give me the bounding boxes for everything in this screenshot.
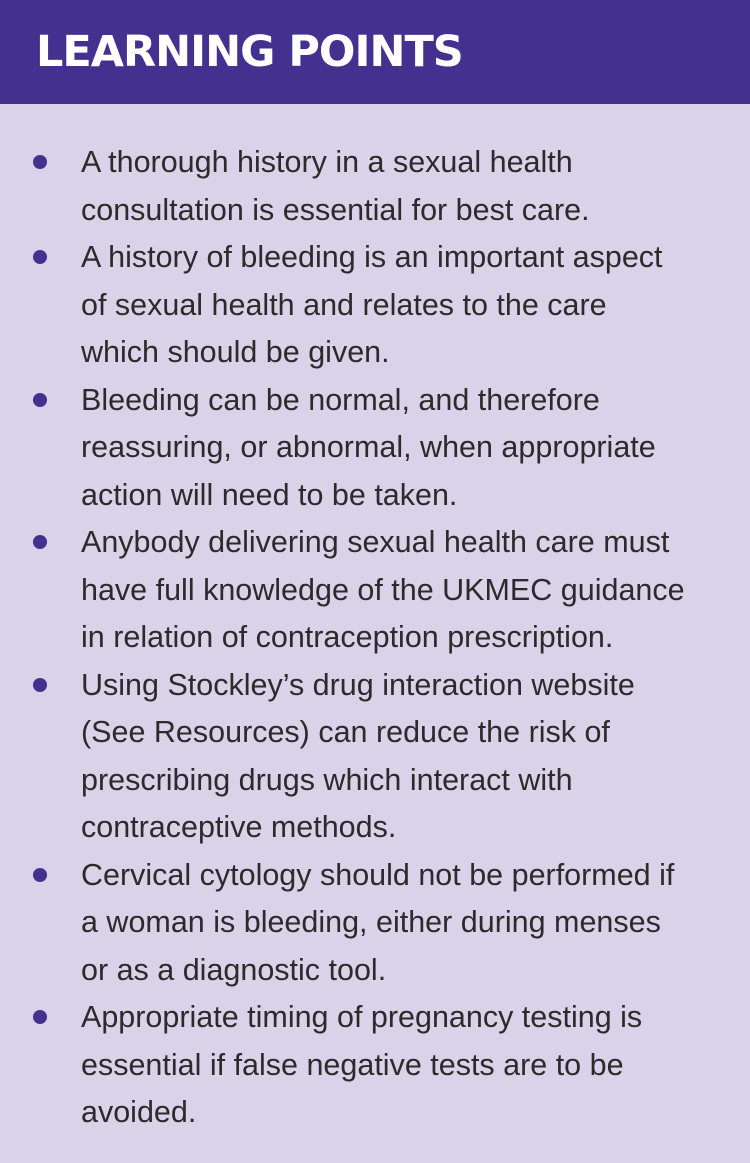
list-item <box>0 662 750 852</box>
learning-point-text: Cervical cytology should not be performed if a woman is bleeding, either during menses or as a diagnostic tool. <box>81 857 675 987</box>
learning-point-text: Bleeding can be normal, and therefore reassuring, or abnormal, when appropriate action will need to be taken. <box>81 382 656 512</box>
learning-point-text: Anybody delivering sexual health care must have full knowledge of the UKMEC guidance in relation of contraception prescription. <box>81 525 685 654</box>
list-item <box>0 139 750 234</box>
bullet-icon <box>33 1010 47 1024</box>
list-item <box>0 377 750 520</box>
bullet-icon <box>33 155 47 169</box>
bullet-icon <box>33 535 47 549</box>
learning-point-text: Appropriate timing of pregnancy testing is essential if false negative tests are to be avoided. <box>81 1000 643 1129</box>
learning-point-text: Using Stockley’s drug interaction website (See Resources) can reduce the risk of prescribing drugs which interact with contraceptive methods. <box>81 667 635 844</box>
bullet-icon <box>33 393 47 407</box>
learning-point-text: A history of bleeding is an important aspect of sexual health and relates to the care which should be given. <box>81 240 663 369</box>
list-item <box>0 994 750 1137</box>
learning-points-list <box>0 139 750 1137</box>
list-item <box>0 852 750 995</box>
learning-point-text: A thorough history in a sexual health consultation is essential for best care. <box>81 145 590 227</box>
bullet-icon <box>33 250 47 264</box>
bullet-icon <box>33 678 47 692</box>
list-item <box>0 234 750 377</box>
list-item <box>0 519 750 662</box>
header-bar <box>0 0 750 104</box>
header-title: LEARNING POINTS <box>36 27 463 77</box>
bullet-icon <box>33 868 47 882</box>
